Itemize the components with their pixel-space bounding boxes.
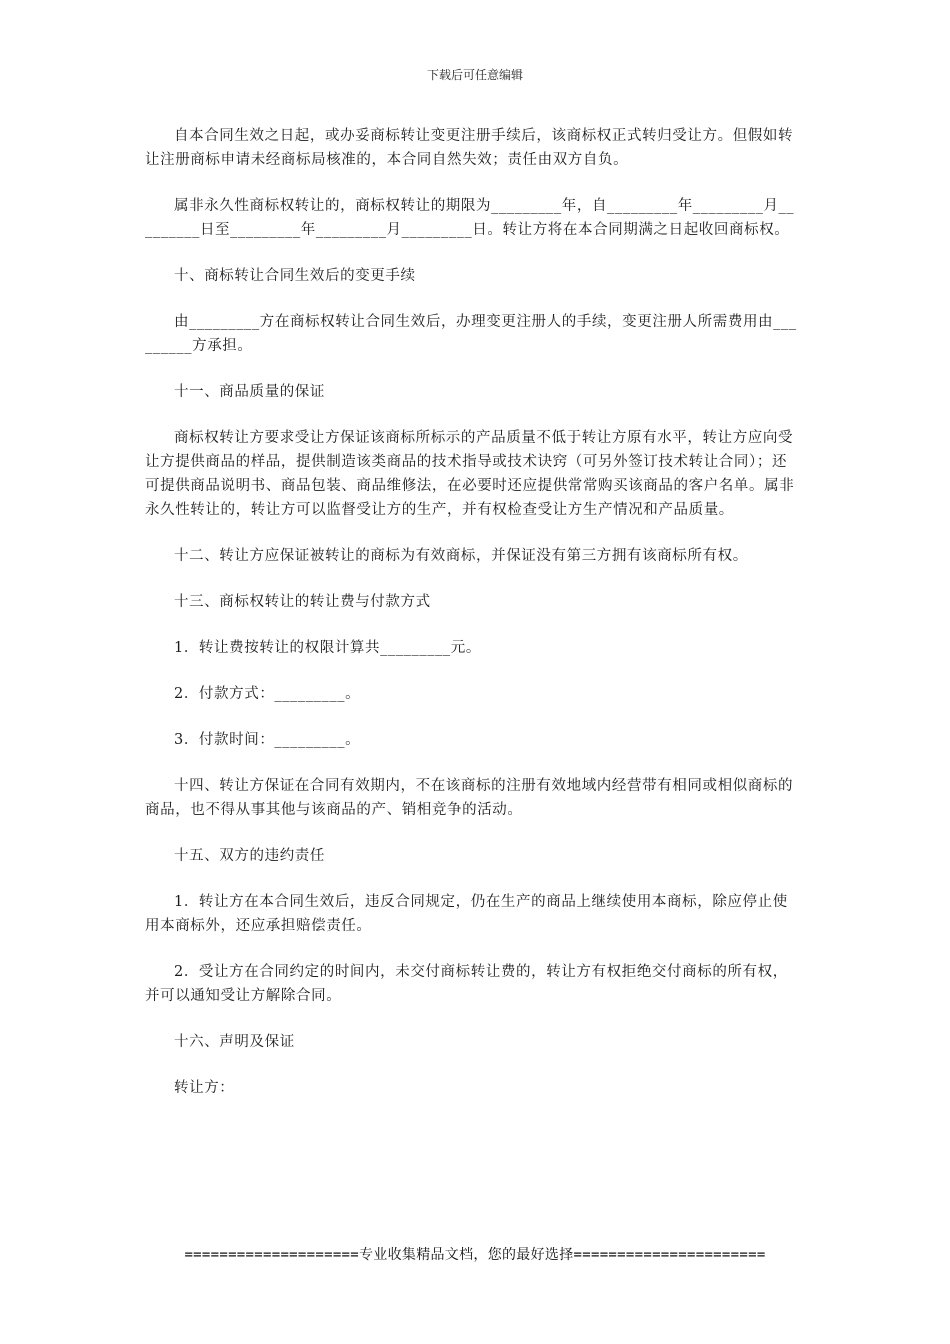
page-footer: ====================专业收集精品文档，您的最好选择====================== <box>184 1247 766 1263</box>
signature-transferor: 转让方： <box>174 1080 235 1096</box>
item-transferor-breach: 1．转让方在本合同生效后，违反合同规定，仍在生产的商品上继续使用本商标，除应停止使用本商标外，还应承担赔偿责任。 <box>145 894 788 934</box>
section-heading-16: 十六、声明及保证 <box>174 1034 295 1050</box>
page-header: 下载后可任意编辑 <box>426 68 523 82</box>
item-transferee-breach: 2．受让方在合同约定的时间内，未交付商标转让费的，转让方有权拒绝交付商标的所有权，并可以通知受让方解除合同。 <box>145 964 788 1004</box>
section-heading-14: 十四、转让方保证在合同有效期内，不在该商标的注册有效地域内经营带有相同或相似商标的商品，也不得从事其他与该商品的产、销相竞争的活动。 <box>145 778 794 818</box>
section-heading-11: 十一、商品质量的保证 <box>174 384 325 400</box>
paragraph-effect: 自本合同生效之日起，或办妥商标转让变更注册手续后，该商标权正式转归受让方。但假如转让注册商标申请未经商标局核准的，本合同自然失效；责任由双方自负。 <box>145 128 794 168</box>
section-heading-15: 十五、双方的违约责任 <box>174 848 325 864</box>
item-payment-method: 2．付款方式：_________。 <box>174 686 361 702</box>
paragraph-change-procedure: 由_________方在商标权转让合同生效后，办理变更注册人的手续，变更注册人所需费用由_________方承担。 <box>145 314 797 354</box>
item-payment-time: 3．付款时间：_________。 <box>174 732 361 748</box>
section-heading-12: 十二、转让方应保证被转让的商标为有效商标，并保证没有第三方拥有该商标所有权。 <box>174 548 748 564</box>
section-heading-13: 十三、商标权转让的转让费与付款方式 <box>174 594 431 610</box>
paragraph-quality: 商标权转让方要求受让方保证该商标所标示的产品质量不低于转让方原有水平，转让方应向受让方提供商品的样品，提供制造该类商品的技术指导或技术诀窍（可另外签订技术转让合同）；还可提供商品说明书、商品包装、商品维修法，在必要时还应提供常常购买该商品的客户名单。属非永久性转让的，转让方可以监督受让方的生产，并有权检查受让方生产情况和产品质量。 <box>145 430 795 518</box>
item-fee-amount: 1．转让费按转让的权限计算共_________元。 <box>174 640 481 656</box>
section-heading-10: 十、商标转让合同生效后的变更手续 <box>174 268 416 284</box>
paragraph-term: 属非永久性商标权转让的，商标权转让的期限为_________年，自_________年_________月_________日至_________年_________月_________日。转让方将在本合同期满之日起收回商标权。 <box>145 198 795 238</box>
document-body <box>145 124 800 1122</box>
